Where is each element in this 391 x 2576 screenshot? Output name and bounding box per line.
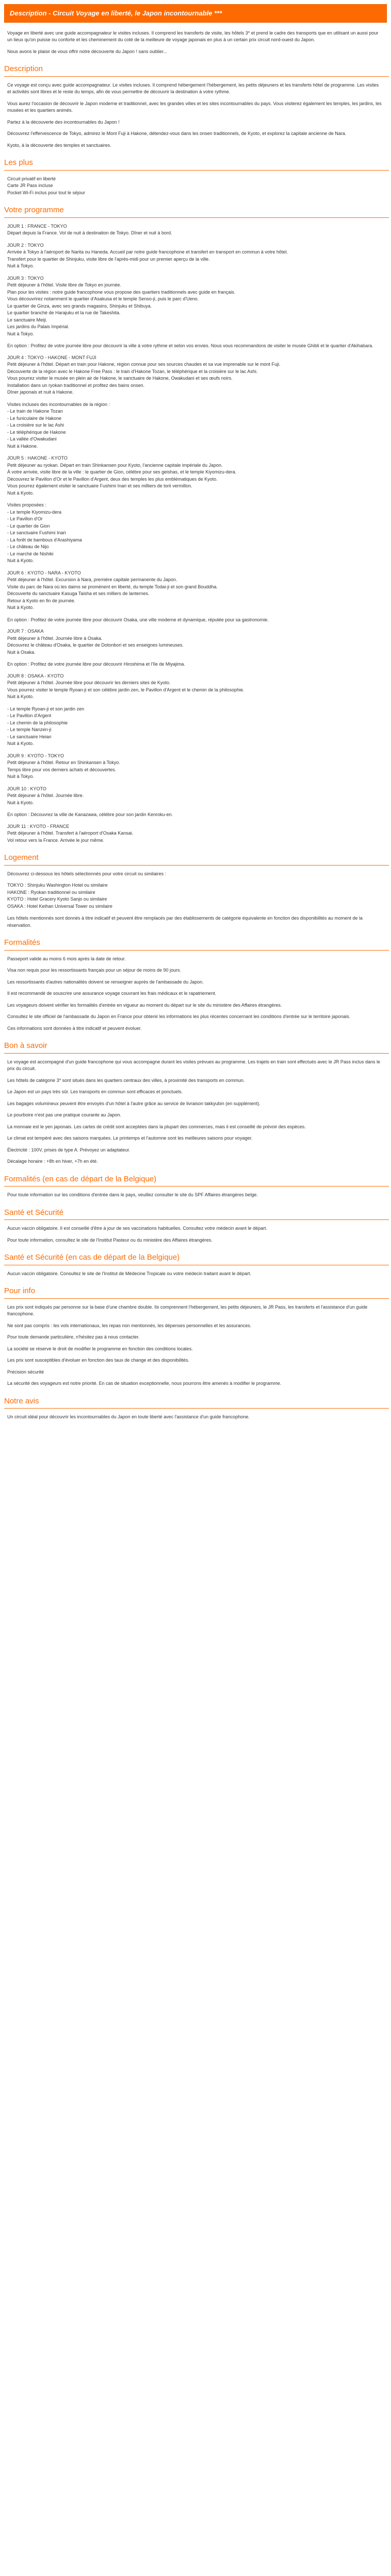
bon-a-savoir-section — [2, 1059, 389, 1165]
info-paragraph: Ne sont pas compris : les vols internationaux, les repas non mentionnés, les dépenses personnelles et les assurances. — [7, 1323, 252, 1328]
description-banner: Description - Circuit Voyage en liberté, le Japon incontournable *** — [4, 4, 387, 23]
day-text: Nuit à Osaka. — [7, 649, 36, 655]
info-paragraph: Électricité : 100V, prises de type A. Prévoyez un adaptateur. — [7, 1147, 131, 1153]
info-paragraph: Le climat est tempéré avec des saisons marquées. Le printemps et l'automne sont les meilleures saisons pour voyager. — [7, 1136, 253, 1141]
day-text: Vol retour vers la France. Arrivée le jour même. — [7, 837, 105, 843]
day-text: Nuit à Kyoto. — [7, 694, 34, 699]
list-item: - La forêt de bambous d'Arashiyama — [7, 537, 82, 543]
day-4 — [7, 354, 383, 396]
formalites-belgique-section — [2, 1192, 389, 1199]
day-text: Petit déjeuner à l'hôtel. Journée libre à Osaka. — [7, 635, 103, 641]
programme-section — [2, 223, 389, 844]
day-text: Petit déjeuner à l'hôtel. Départ en train pour Hakone, région connue pour ses sources chaudes et sa vue imprenable sur le mont Fuji. — [7, 362, 281, 367]
section-title-logement: Logement — [4, 852, 389, 866]
day-text: Petit déjeuner au ryokan. Départ en train Shinkansen pour Kyoto, l'ancienne capitale impériale du Japon. — [7, 462, 223, 468]
day-8 — [7, 673, 383, 701]
day-text: Transfert pour le quartier de Shinjuku, visite libre de l'après-midi pour un premier aperçu de la ville. — [7, 256, 210, 262]
formalites-paragraph: Pour toute information sur les conditions d'entrée dans le pays, veuillez consulter le site du SPF Affaires étrangères belge. — [7, 1192, 258, 1197]
day-heading: JOUR 8 : OSAKA - KYOTO — [7, 673, 64, 679]
list-item: - Le sanctuaire Fushimi Inari — [7, 530, 66, 535]
day-text: Temps libre pour vos derniers achats et découvertes. — [7, 767, 117, 772]
day-text: Petit déjeuner à l'hôtel. Excursion à Nara, première capitale permanente du Japon. — [7, 577, 177, 582]
formalites-paragraph: Consultez le site officiel de l'ambassade du Japon en France pour obtenir les informations les plus récentes concernant les conditions d'entrée sur le territoire japonais. — [7, 1014, 351, 1019]
notre-avis-paragraph: Un circuit idéal pour découvrir les incontournables du Japon en toute liberté avec l'assistance d'un guide francophone. — [7, 1414, 250, 1419]
info-paragraph: Les bagages volumineux peuvent être envoyés d'un hôtel à l'autre grâce au service de livraison takkyubin (en supplément). — [7, 1100, 260, 1106]
sante-section — [2, 1225, 389, 1244]
plus-section — [2, 176, 389, 197]
day-text: Nuit à Kyoto. — [7, 490, 34, 496]
day-heading: JOUR 10 : KYOTO — [7, 786, 46, 791]
sante-paragraph: Aucun vaccin obligatoire. Consultez le site de l'Institut de Médecine Tropicale ou votre médecin traitant avant le départ. — [7, 1270, 251, 1276]
day-text: Nuit à Kyoto. — [7, 605, 34, 610]
day-text: Les jardins du Palais Impérial. — [7, 324, 70, 329]
info-paragraph: Les hôtels de catégorie 3* sont situés dans les quartiers centraux des villes, à proximité des transports en commun. — [7, 1077, 245, 1083]
info-paragraph: La sécurité des voyageurs est notre priorité. En cas de situation exceptionnelle, nous pourrons être amenés à modifier le programme. — [7, 1381, 282, 1386]
day-text: À votre arrivée, visite libre de la ville : le quartier de Gion, célèbre pour ses geishas, et le temple Kiyomizu-dera. — [7, 469, 237, 474]
formalites-paragraph: Passeport valide au moins 6 mois après la date de retour. — [7, 956, 126, 961]
day-text: Nuit à Hakone. — [7, 443, 38, 449]
logement-section — [2, 871, 389, 929]
logement-paragraph: Découvrez ci-dessous les hôtels sélectionnés pour votre circuit ou similaires : — [7, 871, 167, 876]
day-text: Nuit à Tokyo. — [7, 774, 34, 779]
hotel-item: HAKONE : Ryokan traditionnel ou similaire — [7, 889, 95, 895]
day-text: Vous pourrez visiter le musée en plein air de Hakone, le sanctuaire de Hakone, Owakudani et ses œufs noirs. — [7, 376, 233, 381]
description-paragraph: Ce voyage est conçu avec guide accompagnateur. Le visites incluses. Il comprend hébergement l'hébergement, les petits déjeuners et les transferts hôtel de programme. Les visites et activités sont libres et le reste du temps, afin de vous permettre de découvrir la destination à votre rythme. — [7, 82, 379, 94]
description-paragraph: Découvrez l'effervescence de Tokyo, admirez le Mont Fuji à Hakone, détendez-vous dans les onsen traditionnels, de Kyoto, et explorez la capitale ancienne de Nara. — [7, 131, 347, 136]
day-text: Retour à Kyoto en fin de journée. — [7, 598, 76, 603]
section-title-plus: Les plus — [4, 157, 389, 171]
day-option: En option : Profitez de votre journée libre pour découvrir la ville à votre rythme et selon vos envies. Nous vous recommandons de visiter le musée Ghibli et le quartier d'Akihabara. — [7, 343, 373, 348]
day-11 — [7, 823, 383, 844]
pour-info-section — [2, 1304, 389, 1387]
info-paragraph: Le Japon est un pays très sûr. Les transports en commun sont efficaces et ponctuels. — [7, 1089, 183, 1094]
day-10 — [7, 786, 383, 807]
info-paragraph: La société se réserve le droit de modifier le programme en fonction des conditions locales. — [7, 1346, 193, 1351]
day-9 — [7, 753, 383, 781]
page — [2, 0, 389, 1436]
info-paragraph: Les prix sont indiqués par personne sur la base d'une chambre double. Ils comprennent l'hébergement, les petits déjeuners, le JR Pass, les transferts et l'assistance d'un guide francophone. — [7, 1304, 368, 1316]
list-item: - Le sanctuaire Heian — [7, 734, 52, 739]
day-text: Petit déjeuner à l'hôtel. Retour en Shinkansen à Tokyo. — [7, 760, 120, 765]
day-text: Vous pourrez visiter le temple Ryoan-ji et son célèbre jardin zen, le Pavillon d'Argent et le chemin de la philosophie. — [7, 687, 245, 692]
day-6 — [7, 570, 383, 612]
day-8-list — [7, 706, 383, 748]
day-text: Départ depuis la France. Vol de nuit à destination de Tokyo. Dîner et nuit à bord. — [7, 230, 172, 235]
day-text: Petit déjeuner à l'hôtel. Journée libre. — [7, 793, 84, 798]
section-title-bon-a-savoir: Bon à savoir — [4, 1040, 389, 1054]
list-item: - La vallée d'Owakudani — [7, 436, 57, 442]
formalites-section — [2, 956, 389, 1032]
description-paragraph: Kyoto, à la découverte des temples et sanctuaires. — [7, 142, 111, 148]
list-item: - Le quartier de Gion — [7, 523, 50, 529]
info-subheading: Précision sécurité — [7, 1369, 44, 1375]
section-title-description: Description — [4, 63, 389, 77]
list-item: - Le funiculaire de Hakone — [7, 415, 62, 421]
day-heading: JOUR 4 : TOKYO - HAKONE - MONT FUJI — [7, 354, 96, 360]
list-item: - Le marché de Nishiki — [7, 551, 54, 556]
day-5-list — [7, 502, 383, 565]
section-title-sante: Santé et Sécurité — [4, 1207, 389, 1221]
formalites-paragraph: Il est recommandé de souscrire une assurance voyage couvrant les frais médicaux et le rapatriement. — [7, 991, 217, 996]
list-item: - Le chemin de la philosophie — [7, 720, 68, 725]
day-text: Le quartier branché de Harajuku et la rue de Takeshita. — [7, 310, 121, 315]
day-option: En option : Profitez de votre journée libre pour découvrir Hiroshima et l'île de Miyajima. — [7, 662, 185, 667]
logement-paragraph: Les hôtels mentionnés sont donnés à titre indicatif et peuvent être remplacés par des établissements de catégorie équivalente en fonction des disponibilités au moment de la réservation. — [7, 916, 363, 928]
day-7 — [7, 628, 383, 656]
day-text: Nuit à Tokyo. — [7, 331, 34, 336]
notre-avis-section — [2, 1414, 389, 1421]
hotel-item: OSAKA : Hotel Keihan Universal Tower ou similaire — [7, 903, 112, 909]
section-title-programme: Votre programme — [4, 205, 389, 218]
day-text: Le quartier de Ginza, avec ses grands magasins, Shinjuku et Shibuya. — [7, 303, 152, 309]
info-paragraph: La monnaie est le yen japonais. Les cartes de crédit sont acceptées dans la plupart des commerces, mais il est conseillé de prévoir des espèces. — [7, 1124, 306, 1129]
formalites-paragraph: Ces informations sont données à titre indicatif et peuvent évoluer. — [7, 1025, 142, 1031]
day-text: Vous pourrez également visiter le sanctuaire Fushimi Inari et ses milliers de torii vermillon. — [7, 483, 192, 488]
day-heading: JOUR 11 : KYOTO - FRANCE — [7, 823, 70, 829]
formalites-paragraph: Visa non requis pour les ressortissants français pour un séjour de moins de 90 jours. — [7, 968, 182, 973]
hotel-item: KYOTO : Hotel Gracery Kyoto Sanjo ou similaire — [7, 896, 107, 902]
list-item: - Le temple Ryoan-ji et son jardin zen — [7, 706, 85, 711]
day-heading: JOUR 5 : HAKONE - KYOTO — [7, 455, 68, 461]
day-heading: JOUR 6 : KYOTO - NARA - KYOTO — [7, 570, 81, 575]
hotel-item: TOKYO : Shinjuku Washington Hotel ou similaire — [7, 883, 108, 888]
plus-item: Carte JR Pass incluse — [7, 183, 53, 188]
day-text: Nuit à Tokyo. — [7, 263, 34, 268]
intro-paragraph: Nous avons le plaisir de vous offrir notre découverte du Japon ! sans oublier... — [7, 48, 168, 54]
info-paragraph: Décalage horaire : +8h en hiver, +7h en été. — [7, 1159, 98, 1164]
day-text: Découvrez le Pavillon d'Or et le Pavillon d'Argent, deux des temples les plus emblématiques de Kyoto. — [7, 476, 218, 482]
sante-paragraph: Aucun vaccin obligatoire. Il est conseillé d'être à jour de ses vaccinations habituelles. Consultez votre médecin avant le départ. — [7, 1226, 267, 1231]
day-heading: JOUR 1 : FRANCE - TOKYO — [7, 223, 67, 229]
day-text: Arrivée à Tokyo à l'aéroport de Narita ou Haneda. Accueil par notre guide francophone et transfert en transport en commun à votre hôtel. — [7, 249, 288, 255]
list-item: - Le temple Kiyomizu-dera — [7, 509, 62, 515]
day-option: En option : Profitez de votre journée libre pour découvrir Osaka, une ville moderne et dynamique, réputée pour sa gastronomie. — [7, 617, 269, 622]
description-paragraph: Partez à la découverte des incontournables du Japon ! — [7, 119, 120, 125]
info-paragraph: Le pourboire n'est pas une pratique courante au Japon. — [7, 1112, 121, 1117]
section-title-pour-info: Pour info — [4, 1285, 389, 1299]
day-heading: JOUR 3 : TOKYO — [7, 275, 44, 281]
info-paragraph: Le voyage est accompagné d'un guide francophone qui vous accompagne durant les visites prévues au programme. Les trajets en train sont effectués avec le JR Pass inclus dans le prix du circuit. — [7, 1059, 380, 1071]
day-text: Petit déjeuner à l'hôtel. Transfert à l'aéroport d'Osaka Kansai. — [7, 831, 134, 836]
section-title-formalites: Formalités — [4, 937, 389, 951]
day-2 — [7, 242, 383, 270]
day-text: Découverte du sanctuaire Kasuga Taisha et ses milliers de lanternes. — [7, 591, 150, 596]
intro-section — [2, 30, 389, 56]
day-3 — [7, 275, 383, 338]
list-item: - Le Pavillon d'Argent — [7, 713, 52, 718]
plus-item: Circuit privatif en liberté — [7, 176, 56, 181]
day-heading: JOUR 9 : KYOTO - TOKYO — [7, 753, 64, 758]
day-text: Le sanctuaire Meiji. — [7, 317, 47, 323]
day-text: Visite du parc de Nara où les daims se promènent en liberté, du temple Todai-ji et son grand Bouddha. — [7, 584, 218, 589]
day-1 — [7, 223, 383, 237]
day-text: Vous découvrirez notamment le quartier d'Asakusa et le temple Senso-ji, puis le parc d'Ueno. — [7, 296, 199, 301]
day-text: Nuit à Kyoto. — [7, 741, 34, 746]
list-item: - Le Pavillon d'Or — [7, 516, 43, 521]
day-text: Nuit à Kyoto. — [7, 558, 34, 563]
day-text: Plan pour les visites : notre guide francophone vous propose des quartiers traditionnels avec guide en français. — [7, 289, 236, 295]
plus-item: Pocket Wi-Fi inclus pour tout le séjour — [7, 190, 86, 195]
day-heading: JOUR 2 : TOKYO — [7, 242, 44, 248]
day-text: Nuit à Kyoto. — [7, 800, 34, 805]
day-heading: JOUR 7 : OSAKA — [7, 629, 44, 634]
list-item: - La croisière sur le lac Ashi — [7, 422, 64, 428]
section-title-formalites-belgique: Formalités (en cas de départ de la Belgique) — [4, 1174, 389, 1187]
formalites-paragraph: Les ressortissants d'autres nationalités doivent se renseigner auprès de l'ambassade du Japon. — [7, 979, 204, 985]
formalites-paragraph: Les voyageurs doivent vérifier les formalités d'entrée en vigueur au moment du départ sur le site du ministère des Affaires étrangères. — [7, 1002, 282, 1008]
day-text: Installation dans un ryokan traditionnel et profitez des bains onsen. — [7, 382, 145, 388]
day-text: Découvrez le château d'Osaka, le quartier de Dotonbori et ses enseignes lumineuses. — [7, 642, 184, 648]
day-text: Petit déjeuner à l'hôtel. Journée libre pour découvrir les derniers sites de Kyoto. — [7, 680, 171, 685]
sante-belgique-section — [2, 1270, 389, 1278]
info-paragraph: Pour toute demande particulière, n'hésitez pas à nous contacter. — [7, 1334, 140, 1340]
day-option: En option : Découvrez la ville de Kanazawa, célèbre pour son jardin Kenroku-en. — [7, 812, 173, 817]
day-4-list — [7, 401, 383, 450]
hotel-list — [7, 882, 383, 910]
description-paragraph: Vous aurez l'occasion de découvrir le Japon moderne et traditionnel, avec les grandes villes et les sites incontournables du pays. Vous visiterez également les temples, les jardins, les musées et les quartiers animés. — [7, 100, 382, 113]
description-section — [2, 82, 389, 149]
day-text: Découverte de la région avec le Hakone Free Pass : le train d'Hakone Tozan, le téléphérique et la croisière sur le lac Ashi. — [7, 368, 258, 374]
info-paragraph: Les prix sont susceptibles d'évoluer en fonction des taux de change et des disponibilités. — [7, 1358, 189, 1363]
day-text: Dîner japonais et nuit à Hakone. — [7, 389, 74, 395]
day-5 — [7, 455, 383, 497]
list-item: - Le château de Nijo — [7, 544, 49, 549]
list-item: - Le temple Nanzen-ji — [7, 727, 52, 732]
list-item: - Le téléphérique de Hakone — [7, 429, 66, 435]
list-heading: Visites incluses des incontournables de la région : — [7, 401, 110, 407]
section-title-notre-avis: Notre avis — [4, 1396, 389, 1409]
day-text: Petit déjeuner à l'hôtel. Visite libre de Tokyo en journée. — [7, 282, 122, 287]
list-item: - Le train de Hakone Tozan — [7, 409, 63, 414]
list-heading: Visites proposées : — [7, 502, 46, 507]
section-title-sante-belgique: Santé et Sécurité (en cas de départ de la Belgique) — [4, 1252, 389, 1265]
sante-paragraph: Pour toute information, consultez le site de l'Institut Pasteur ou du ministère des Affaires étrangères. — [7, 1237, 213, 1243]
intro-paragraph: Voyage en liberté avec une guide accompagnateur le visites incluses. Il comprend les transferts de visite, les hôtels 3* et prend le cadre des transports que en utilisant un aussi pour un lieux qu'on puisse ou conforte et les cheminement du coté de la meilleure de voyage japonais en plus à un certain prix circuit nord-ouest du Japon. — [7, 30, 379, 42]
